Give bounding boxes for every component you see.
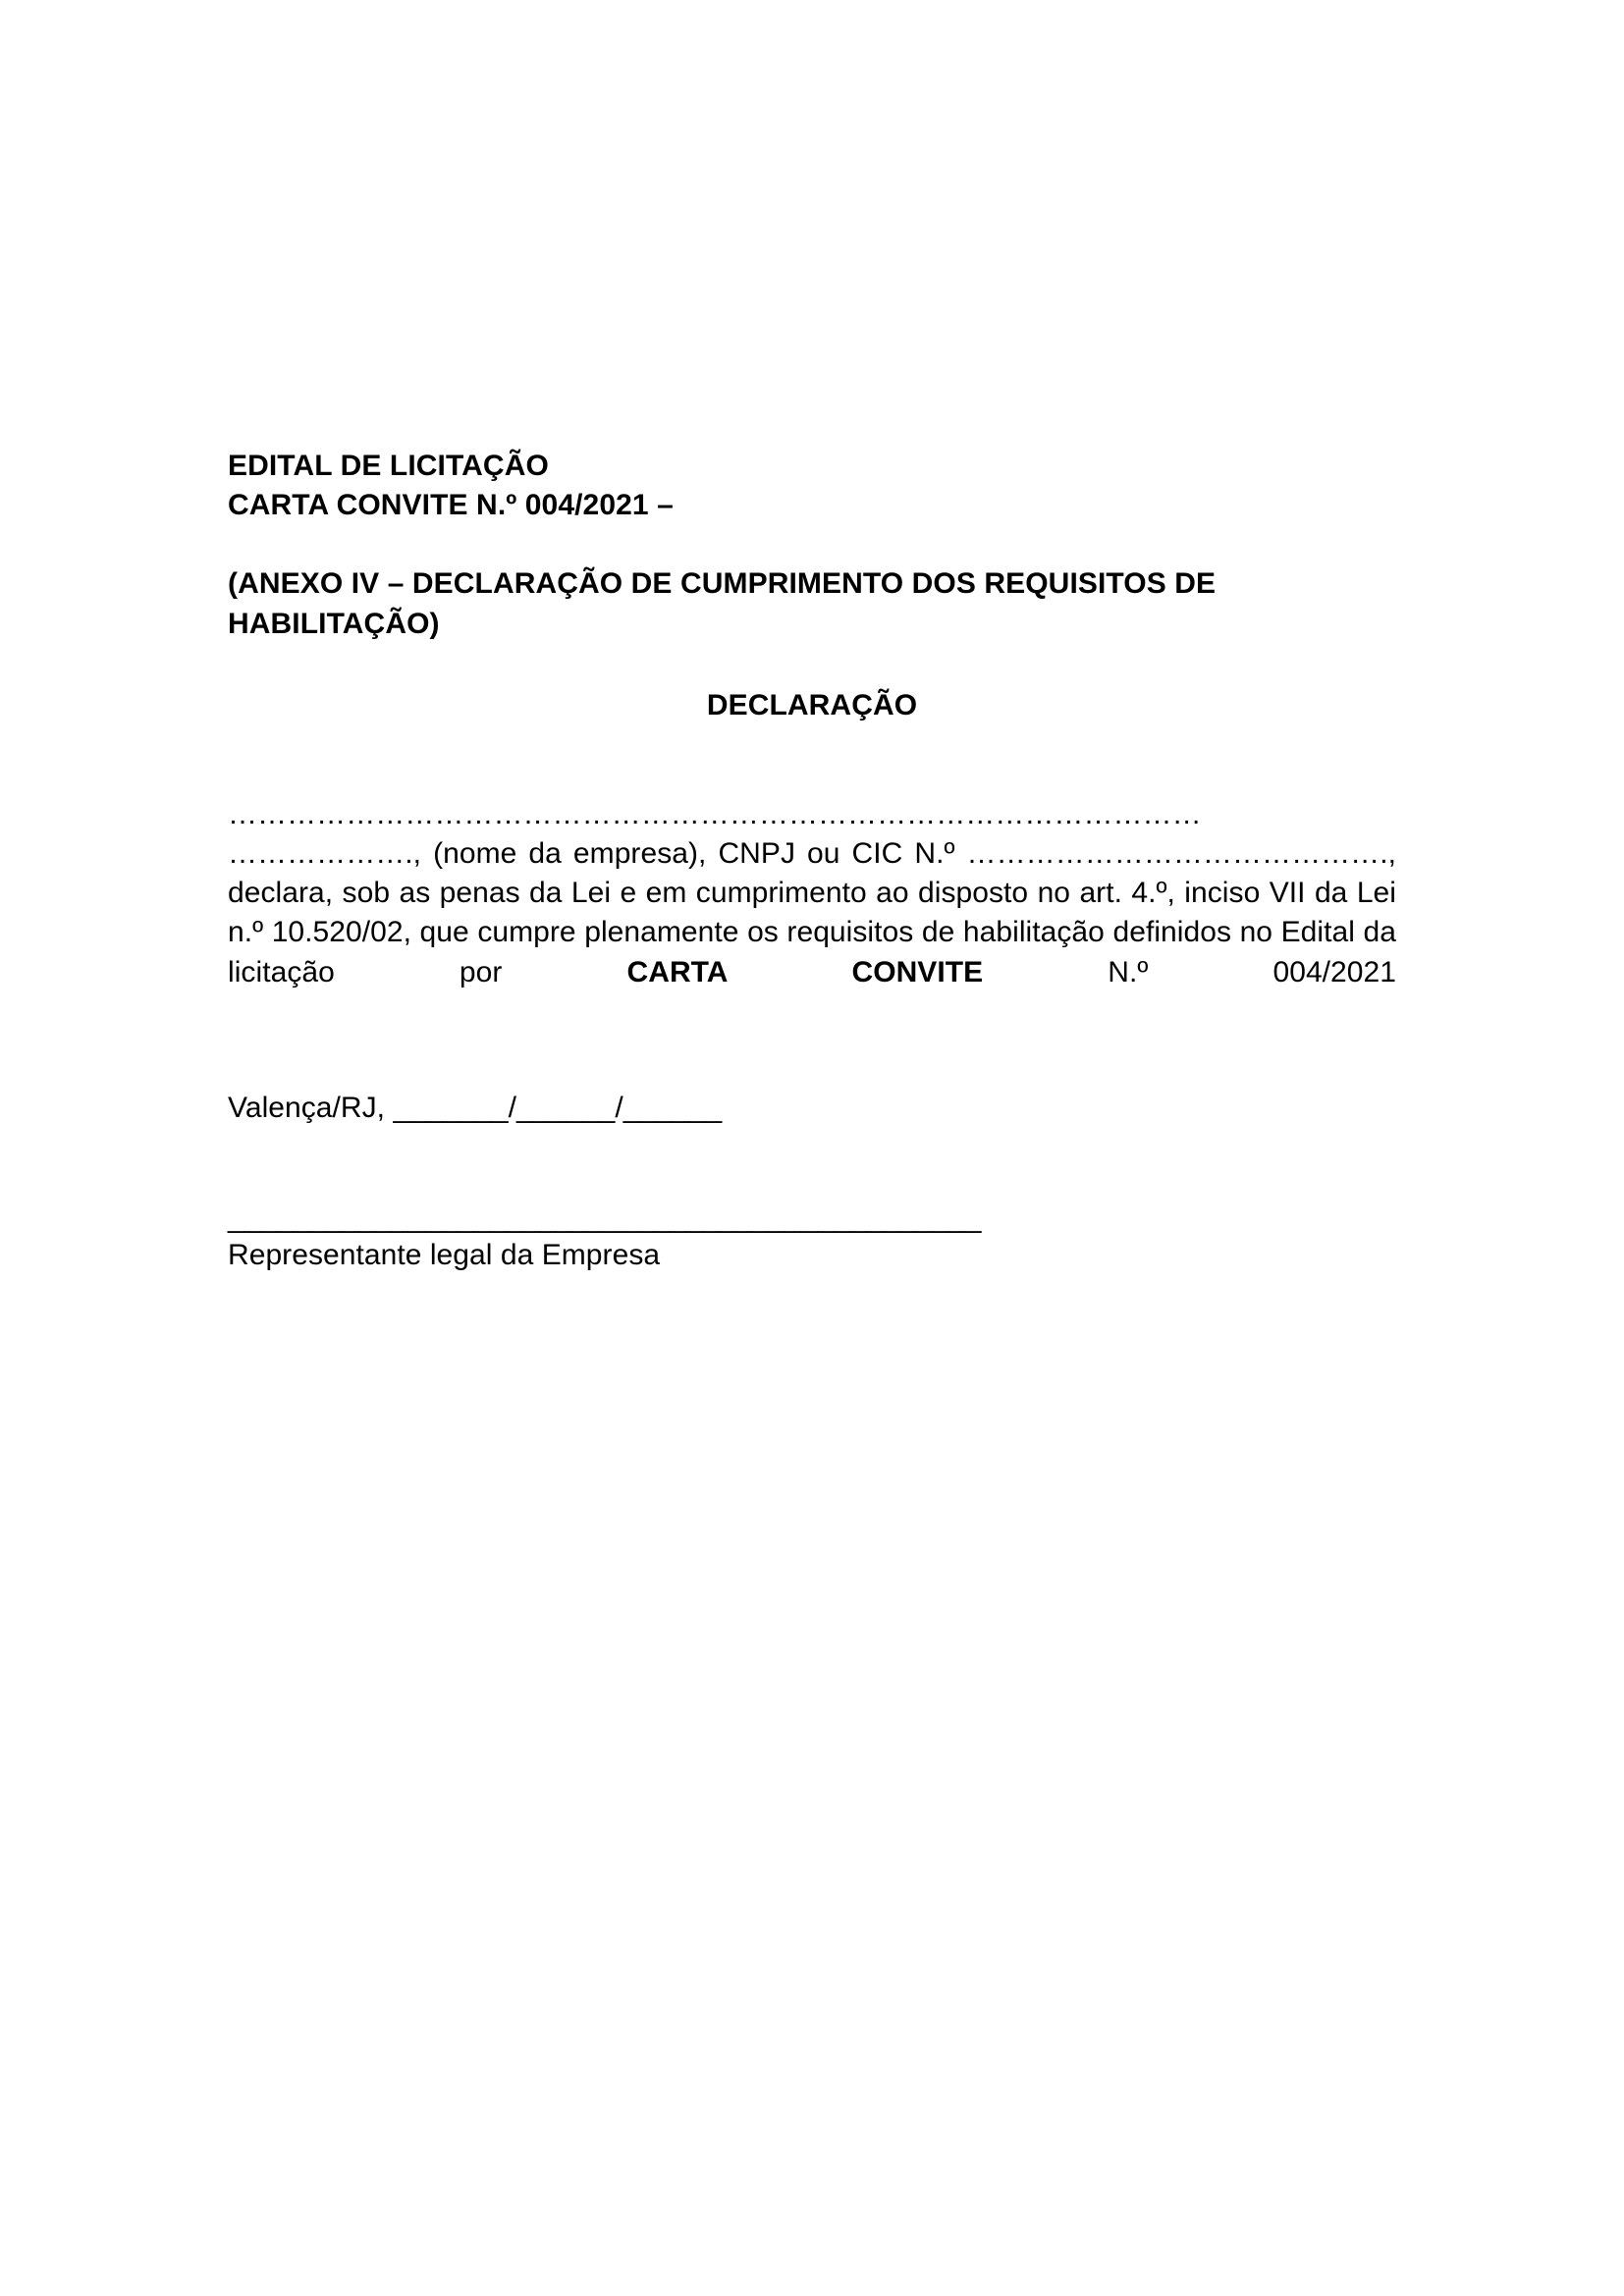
header-line-carta-convite: CARTA CONVITE N.º 004/2021 – bbox=[228, 489, 674, 522]
place-and-date-line: Valença/RJ, _______/______/______ bbox=[228, 1091, 723, 1124]
paragraph-part-1: ………………., (nome da empresa), CNPJ ou CIC N.º ……………………………………., declara, sob as penas da Lei e em cumprimento ao disposto no art. 4.º, inciso VII da Lei n.º 10.520/02, que cumpre plenamente os requisitos de habilitação definidos no Edital da licitação por bbox=[228, 836, 1396, 988]
annex-heading bbox=[228, 564, 1396, 643]
paragraph-bold-carta-convite: CARTA CONVITE bbox=[626, 955, 984, 988]
header-line-edital: EDITAL DE LICITAÇÃO bbox=[228, 450, 549, 482]
blank-fill-line: ……………………………………………………………………………………… bbox=[228, 797, 1202, 830]
document-text-frame bbox=[228, 447, 1396, 1275]
spacer-after-header bbox=[228, 525, 1396, 564]
spacer-before-title bbox=[228, 644, 1396, 689]
spacer-before-place-date bbox=[228, 1032, 1396, 1089]
document-header bbox=[228, 447, 1396, 525]
spacer-before-signature bbox=[228, 1128, 1396, 1201]
declaration-paragraph bbox=[228, 834, 1396, 1032]
annex-heading-line-2: HABILITAÇÃO) bbox=[228, 607, 440, 640]
signature-label: Representante legal da Empresa bbox=[228, 1239, 661, 1272]
signature-rule: ______________________________________________ bbox=[228, 1201, 982, 1235]
paragraph-part-2: N.º 004/2021 bbox=[983, 955, 1397, 988]
spacer-before-body bbox=[228, 722, 1396, 795]
declaration-title: DECLARAÇÃO bbox=[706, 688, 918, 721]
annex-heading-line-1: (ANEXO IV – DECLARAÇÃO DE CUMPRIMENTO DOS REQUISITOS DE bbox=[228, 567, 1217, 601]
